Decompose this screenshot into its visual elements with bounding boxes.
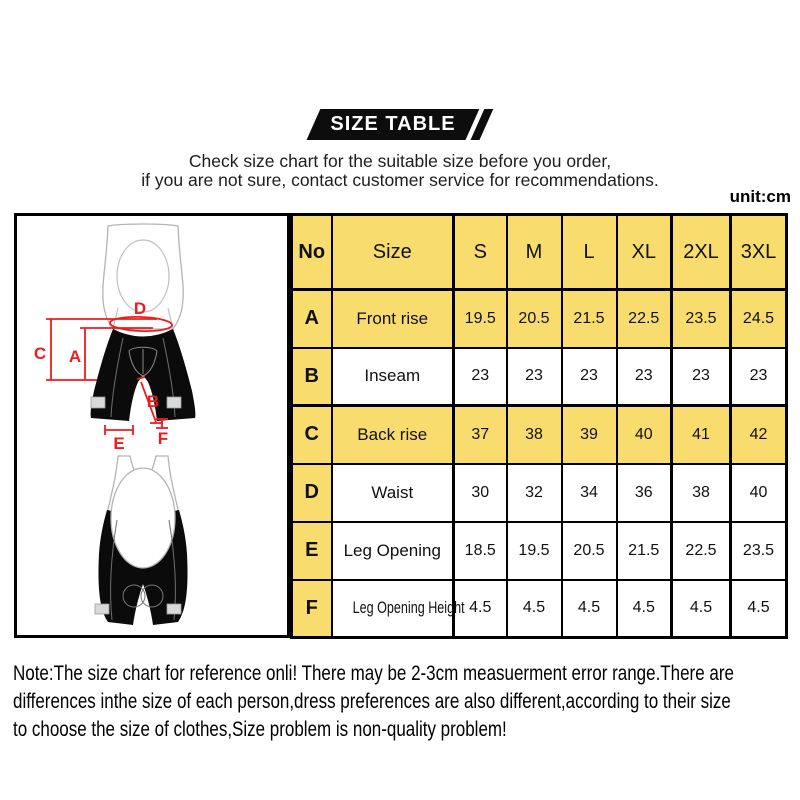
column-header-m: M (507, 215, 562, 290)
size-value-cell: 22.5 (617, 290, 672, 348)
header-row (292, 215, 787, 290)
size-value-cell: 42 (731, 406, 787, 464)
label-B: B (146, 392, 160, 411)
back-right-leg-patch (167, 604, 181, 614)
size-value-cell: 4.5 (617, 580, 672, 638)
size-value-cell: 19.5 (507, 522, 562, 580)
column-header-size: Size (332, 215, 454, 290)
measure-label: Waist (371, 482, 414, 502)
back-view-figure (95, 456, 188, 625)
size-value-cell: 22.5 (672, 522, 731, 580)
size-value-cell: 4.5 (731, 580, 787, 638)
size-table-banner (313, 109, 486, 140)
column-header-no: No (292, 215, 332, 290)
product-diagram-pane (14, 213, 290, 638)
back-left-leg-patch (95, 604, 109, 614)
size-value-cell: 4.5 (507, 580, 562, 638)
measure-label-cell (332, 580, 465, 638)
size-value-cell: 18.5 (454, 522, 507, 580)
size-value-cell: 23 (454, 348, 507, 406)
size-value-cell: 41 (672, 406, 731, 464)
column-header-xl: XL (617, 215, 672, 290)
size-value-cell: 23 (507, 348, 562, 406)
front-right-leg-patch (167, 397, 181, 408)
size-value-cell: 23 (731, 348, 787, 406)
subtitle-line-1: Check size chart for the suitable size before you order, (188, 151, 612, 171)
size-value-cell: 34 (562, 464, 617, 522)
column-header-2xl: 2XL (672, 215, 731, 290)
label-D: D (133, 299, 147, 318)
size-value-cell: 23 (562, 348, 617, 406)
label-F: F (157, 429, 169, 448)
size-value-cell: 38 (672, 464, 731, 522)
size-value-cell: 36 (617, 464, 672, 522)
size-value-cell: 21.5 (562, 290, 617, 348)
table-row-leg-opening (292, 522, 787, 580)
size-value-cell: 23 (672, 348, 731, 406)
measure-label: Back rise (357, 424, 428, 444)
measure-label: Inseam (364, 366, 421, 386)
banner-title: SIZE TABLE (330, 113, 456, 135)
table-row-back-rise (292, 406, 787, 464)
size-value-cell: 21.5 (617, 522, 672, 580)
subtitle-line-2: if you are not sure, contact customer service for recommendations. (141, 170, 659, 190)
measure-label-cell (332, 522, 454, 580)
subtitle (0, 152, 800, 190)
label-E: E (113, 434, 125, 453)
measure-label-cell (332, 406, 454, 464)
size-value-cell: 32 (507, 464, 562, 522)
size-value-cell: 37 (454, 406, 507, 464)
table-row-inseam (292, 348, 787, 406)
label-C: C (33, 344, 47, 363)
note-text (13, 659, 800, 743)
label-A: A (68, 347, 82, 366)
measure-label-cell (332, 464, 454, 522)
note-line-3: to choose the size of clothes,Size problem is non-quality problem! (13, 717, 507, 741)
measure-label: Leg Opening (343, 540, 441, 560)
measure-label: Leg Opening Height (352, 598, 465, 618)
size-value-cell: 39 (562, 406, 617, 464)
size-value-cell: 4.5 (454, 580, 507, 638)
row-letter-cell: F (292, 580, 332, 638)
size-value-cell: 4.5 (672, 580, 731, 638)
size-value-cell: 23.5 (672, 290, 731, 348)
size-value-cell: 38 (507, 406, 562, 464)
row-letter-cell: B (292, 348, 332, 406)
size-value-cell: 30 (454, 464, 507, 522)
size-value-cell: 4.5 (562, 580, 617, 638)
size-value-cell: 19.5 (454, 290, 507, 348)
table-row-front-rise (292, 290, 787, 348)
size-value-cell: 20.5 (507, 290, 562, 348)
main-content (14, 213, 788, 639)
size-value-cell: 20.5 (562, 522, 617, 580)
size-table (290, 213, 788, 639)
size-value-cell: 23.5 (731, 522, 787, 580)
row-letter-cell: E (292, 522, 332, 580)
front-view-figure (91, 224, 196, 421)
row-letter-cell: A (292, 290, 332, 348)
column-header-s: S (454, 215, 507, 290)
size-value-cell: 23 (617, 348, 672, 406)
measure-label-cell (332, 290, 454, 348)
row-letter-cell: D (292, 464, 332, 522)
measure-label: Front rise (356, 308, 429, 328)
note-line-1: Note:The size chart for reference onli! There may be 2-3cm measuerment error range.There are (13, 661, 734, 685)
table-row-leg-opening-height (292, 580, 787, 638)
size-value-cell: 24.5 (731, 290, 787, 348)
bib-shorts-diagram (17, 216, 287, 635)
column-header-l: L (562, 215, 617, 290)
size-value-cell: 40 (617, 406, 672, 464)
unit-label: unit:cm (729, 187, 791, 206)
column-header-3xl: 3XL (731, 215, 787, 290)
size-value-cell: 40 (731, 464, 787, 522)
note-line-2: differences inthe size of each person,dress preferences are also different,according to their size (13, 689, 731, 713)
row-letter-cell: C (292, 406, 332, 464)
measure-label-cell (332, 348, 454, 406)
banner-ribbon (307, 109, 480, 140)
table-row-waist (292, 464, 787, 522)
front-left-leg-patch (91, 397, 105, 408)
